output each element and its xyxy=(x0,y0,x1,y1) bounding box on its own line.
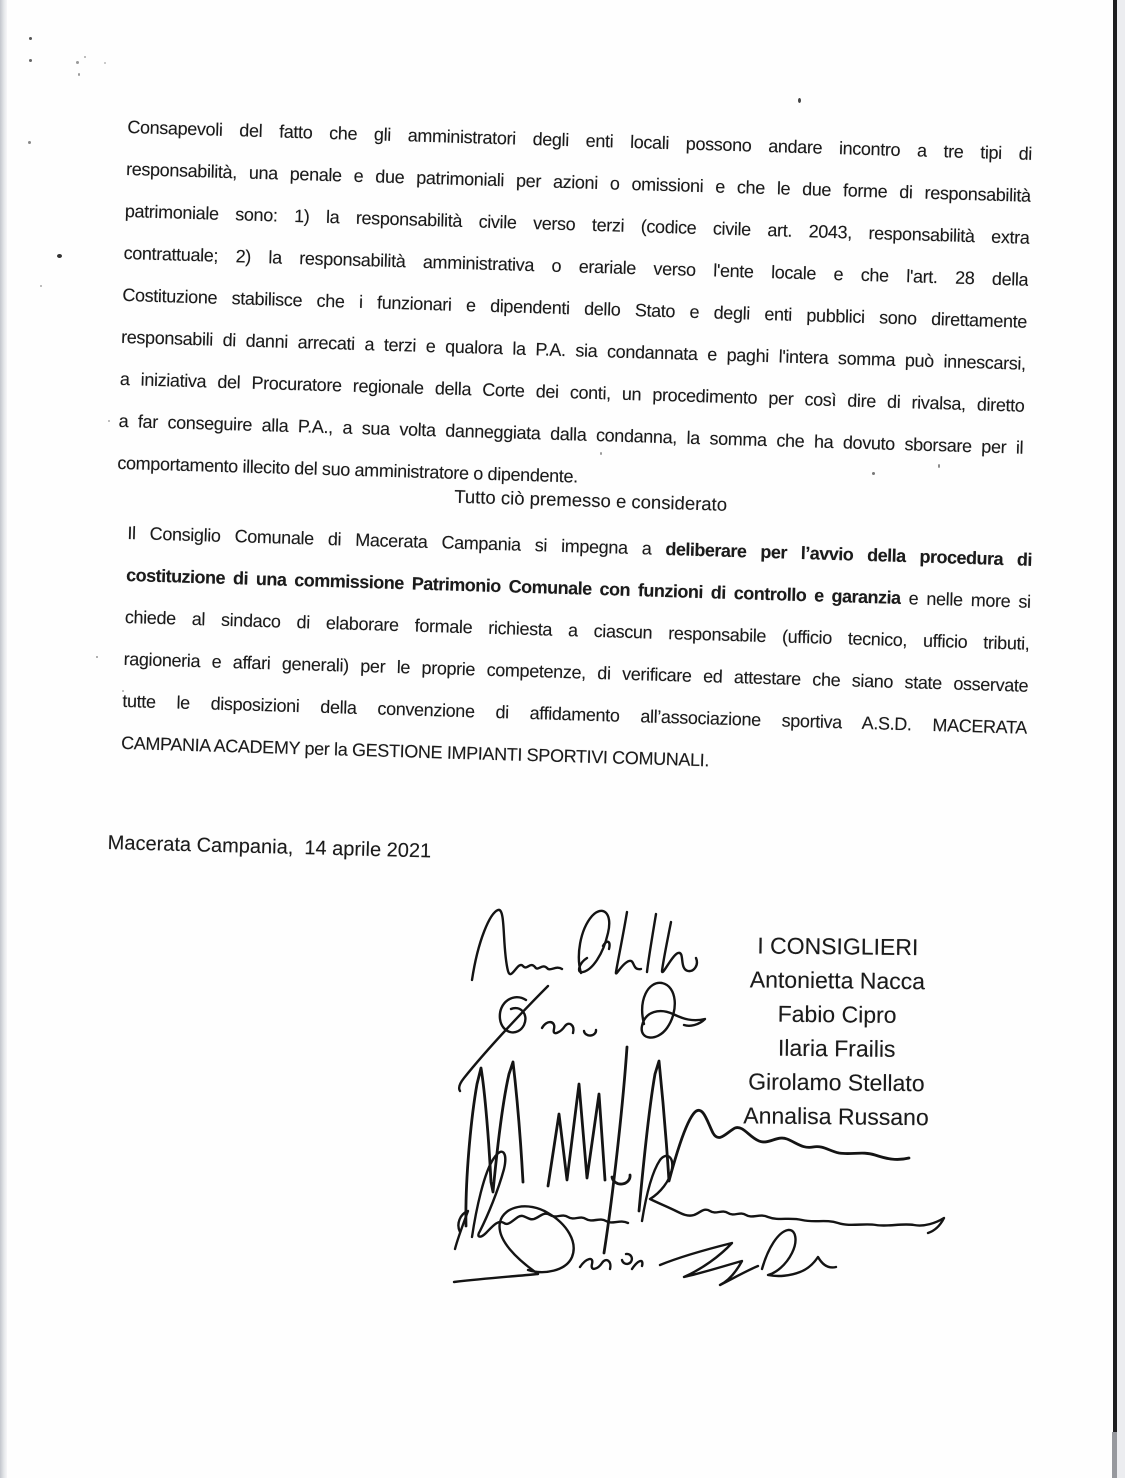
place-date-line: Macerata Campania, 14 aprile 2021 xyxy=(107,832,432,863)
scan-right-edge-line xyxy=(1113,0,1117,1432)
text-line: Consapevoli del fatto che gli amministratori degli enti locali possono andare incontro a tre tipi di xyxy=(127,116,1033,164)
scan-speckle xyxy=(104,62,106,64)
signature-stroke-4 xyxy=(455,1152,628,1249)
scan-speckle xyxy=(108,420,110,422)
text-line: patrimoniale sono: 1) la responsabilità civile verso terzi (codice civile art. 2043, responsabilità extra xyxy=(124,200,1030,248)
signature-stroke-1b xyxy=(579,911,697,974)
resolution-paragraph xyxy=(121,512,1033,791)
signature-stroke-5c xyxy=(660,1230,836,1285)
signature-stroke-1 xyxy=(472,910,562,980)
scan-speckle xyxy=(96,656,98,658)
text-line: costituzione di una commissione Patrimonio Comunale con funzioni di controllo e garanzia e nelle more si xyxy=(125,564,1032,612)
scan-right-edge-line-gray xyxy=(1112,1432,1117,1478)
councillor-name: Antonietta Nacca xyxy=(749,966,926,995)
text-line: ragioneria e affari generali) per le proprie competenze, di verificare ed attestare che siano state osservate xyxy=(123,648,1029,696)
text-line: responsabili di danni arrecati a terzi e qualora la P.A. sia condannata e paghi l'intera somma può innescarsi, xyxy=(120,326,1027,374)
text-line: contrattuale; 2) la responsabilità amministrativa o erariale verso l'ente locale e che l'art. 28 della xyxy=(123,242,1029,290)
text-line: responsabilità, una penale e due patrimoniali per azioni o omissioni e che le due forme di responsabilità xyxy=(125,158,1032,206)
premise-paragraph xyxy=(117,106,1033,511)
councillors-title: I CONSIGLIERI xyxy=(757,932,919,961)
text-line: Il Consiglio Comunale di Macerata Campania si impegna a deliberare per l’avvio della procedura di xyxy=(127,522,1033,570)
scan-speckle xyxy=(798,98,801,103)
scan-speckle xyxy=(28,141,31,144)
scan-right-edge-band xyxy=(1117,0,1125,1478)
text-line: CAMPANIA ACADEMY per la GESTIONE IMPIANTI SPORTIVI COMUNALI. xyxy=(120,732,710,771)
councillor-name: Girolamo Stellato xyxy=(748,1068,925,1097)
signature-stroke-4b xyxy=(642,1156,944,1233)
signature-stroke-2 xyxy=(459,986,548,1091)
councillors-block xyxy=(711,928,963,1135)
scan-speckle xyxy=(40,285,42,287)
text-line: a far conseguire alla P.A., a sua volta danneggiata dalla condanna, la somma che ha dovuto sborsare per il xyxy=(118,410,1024,458)
signature-stroke-5 xyxy=(454,1206,574,1282)
text-line: tutte le disposizioni della convenzione di affidamento all’associazione sportiva A.S.D. MACERATA xyxy=(122,690,1028,738)
councillors-names xyxy=(711,962,963,1135)
text-line: a iniziativa del Procuratore regionale della Corte dei conti, un procedimento per così dire di rivalsa, diretto xyxy=(119,368,1025,416)
scan-speckle xyxy=(78,73,80,76)
section-heading: Tutto ciò premesso e considerato xyxy=(454,485,728,515)
councillor-name: Fabio Cipro xyxy=(777,1000,897,1028)
scan-left-edge xyxy=(0,0,7,1478)
signature-stroke-5b xyxy=(580,1254,642,1269)
scan-speckle xyxy=(84,56,86,58)
scan-speckle xyxy=(29,37,32,40)
text-line: Costituzione stabilisce che i funzionari e dipendenti dello Stato e degli enti pubblici sono direttamente xyxy=(122,284,1028,332)
signature-stroke-2b xyxy=(500,997,526,1032)
text-line: comportamento illecito del suo amministratore o dipendente. xyxy=(117,452,579,487)
signature-stroke-2d xyxy=(642,983,705,1038)
signature-stroke-2c xyxy=(542,1022,596,1035)
scan-speckle xyxy=(29,59,32,62)
text-line: chiede al sindaco di elaborare formale richiesta a ciascun responsabile (ufficio tecnico, ufficio tributi, xyxy=(124,606,1030,654)
councillor-name: Annalisa Russano xyxy=(743,1102,929,1131)
scan-speckle xyxy=(76,61,79,64)
scan-speckle xyxy=(57,254,62,258)
councillor-name: Ilaria Frailis xyxy=(777,1034,896,1062)
